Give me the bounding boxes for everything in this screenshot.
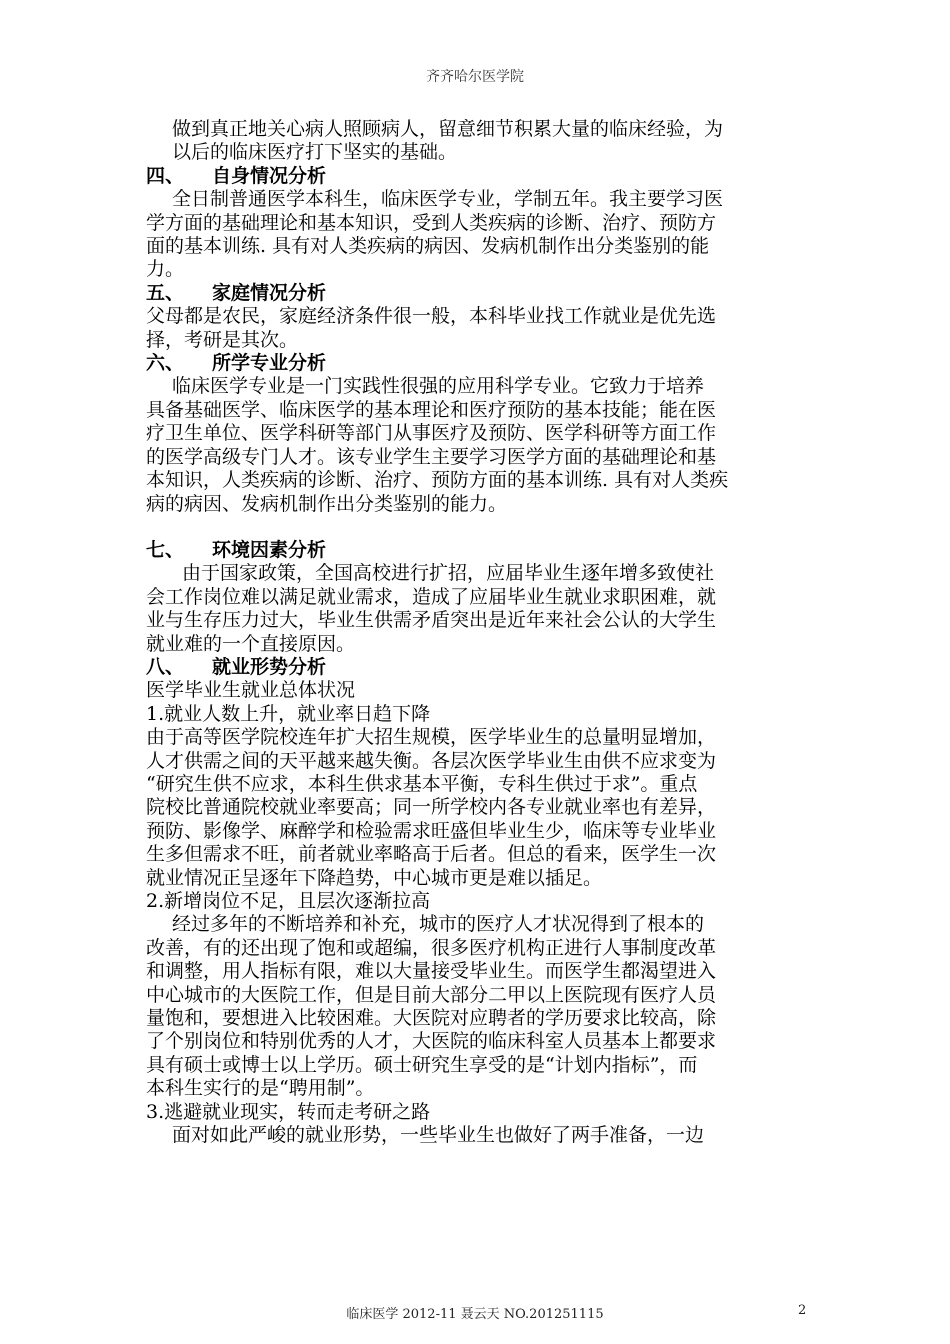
section-number: 六、 [146,352,185,375]
paragraph-line: 学方面的基础理论和基本知识，受到人类疾病的诊断、治疗、预防方 [146,211,717,234]
section-number: 七、 [146,538,185,561]
section-heading-5 [146,282,806,305]
paragraph-line: 中心城市的大医院工作，但是目前大部分二甲以上医院现有医疗人员 [146,983,717,1006]
section-number: 八、 [146,655,185,678]
paragraph-line: 临床医学专业是一门实践性很强的应用科学专业。它致力于培养 [172,375,705,398]
document-body [146,118,806,1147]
paragraph-line: 父母都是农民，家庭经济条件很一般，本科毕业找工作就业是优先选 [146,305,717,328]
point-title: 1.就业人数上升，就业率日趋下降 [146,702,431,725]
paragraph-line: 本知识，人类疾病的诊断、治疗、预防方面的基本训练. 具有对人类疾 [146,469,729,492]
paragraph-line: 就业情况正呈逐年下降趋势，中心城市更是难以插足。 [146,866,603,889]
section-heading-4 [146,165,806,188]
section-number: 五、 [146,281,185,304]
paragraph-line: “研究生供不应求，本科生供求基本平衡，专科生供过于求”。重点 [146,772,698,795]
page-header: 齐齐哈尔医学院 [426,69,524,85]
section-number: 四、 [146,164,185,187]
section-heading-6 [146,352,806,375]
section-title: 自身情况分析 [212,164,327,187]
section-title: 所学专业分析 [212,352,327,375]
paragraph-line: 力。 [146,258,185,281]
point-title: 3.逃避就业现实，转而走考研之路 [146,1100,431,1123]
paragraph-line: 改善，有的还出现了饱和或超编，很多医疗机构正进行人事制度改革 [146,936,717,959]
page-footer: 临床医学 2012-11 聂云天 NO.201251115 [346,1307,604,1322]
paragraph-line: 业与生存压力过大，毕业生供需矛盾突出是近年来社会公认的大学生 [146,609,717,632]
paragraph-line: 的医学高级专门人才。该专业学生主要学习医学方面的基础理论和基 [146,445,717,468]
paragraph-line: 了个别岗位和特别优秀的人才，大医院的临床科室人员基本上都要求 [146,1030,717,1053]
paragraph-line: 面的基本训练. 具有对人类疾病的病因、发病机制作出分类鉴别的能 [146,235,710,258]
paragraph-line: 预防、影像学、麻醉学和检验需求旺盛但毕业生少，临床等专业毕业 [146,819,717,842]
paragraph-line: 会工作岗位难以满足就业需求，造成了应届毕业生就业求职困难，就 [146,585,717,608]
section-title: 家庭情况分析 [212,281,327,304]
paragraph-line: 经过多年的不断培养和补充，城市的医疗人才状况得到了根本的 [172,913,705,936]
paragraph-line: 由于国家政策，全国高校进行扩招，应届毕业生逐年增多致使社 [182,562,715,585]
section-heading-8 [146,656,806,679]
paragraph-line: 和调整，用人指标有限，难以大量接受毕业生。而医学生都渴望进入 [146,960,717,983]
paragraph-line: 具备基础医学、临床医学的基本理论和医疗预防的基本技能；能在医 [146,398,717,421]
intro-line: 做到真正地关心病人照顾病人，留意细节积累大量的临床经验，为 [172,118,724,140]
paragraph-line: 病的病因、发病机制作出分类鉴别的能力。 [146,492,508,515]
paragraph-line: 人才供需之间的天平越来越失衡。各层次医学毕业生由供不应求变为 [146,749,717,772]
section-title: 就业形势分析 [212,655,327,678]
paragraph-line: 面对如此严峻的就业形势，一些毕业生也做好了两手准备，一边 [172,1124,705,1147]
blank-line [146,516,806,539]
paragraph-line: 疗卫生单位、医学科研等部门从事医疗及预防、医学科研等方面工作 [146,422,717,445]
paragraph-line: 量饱和，要想进入比较困难。大医院对应聘者的学历要求比较高，除 [146,1007,717,1030]
paragraph-line: 全日制普通医学本科生，临床医学专业，学制五年。我主要学习医 [172,188,724,211]
paragraph-line: 生多但需求不旺，前者就业率略高于后者。但总的看来，医学生一次 [146,843,717,866]
paragraph-line: 院校比普通院校就业率要高；同一所学校内各专业就业率也有差异， [146,796,717,819]
page-number: 2 [798,1303,807,1318]
paragraph-line: 本科生实行的是“聘用制”。 [146,1077,375,1100]
paragraph-line: 由于高等医学院校连年扩大招生规模，医学毕业生的总量明显增加， [146,726,717,749]
subsection-title: 医学毕业生就业总体状况 [146,679,356,702]
section-heading-7 [146,539,806,562]
point-title: 2.新增岗位不足，且层次逐渐拉高 [146,890,431,912]
paragraph-line: 就业难的一个直接原因。 [146,632,356,655]
section-title: 环境因素分析 [212,538,327,561]
intro-line: 以后的临床医疗打下坚实的基础。 [172,141,458,164]
paragraph-line: 具有硕士或博士以上学历。硕士研究生享受的是“计划内指标”，而 [146,1053,698,1076]
paragraph-line: 择，考研是其次。 [146,328,299,351]
